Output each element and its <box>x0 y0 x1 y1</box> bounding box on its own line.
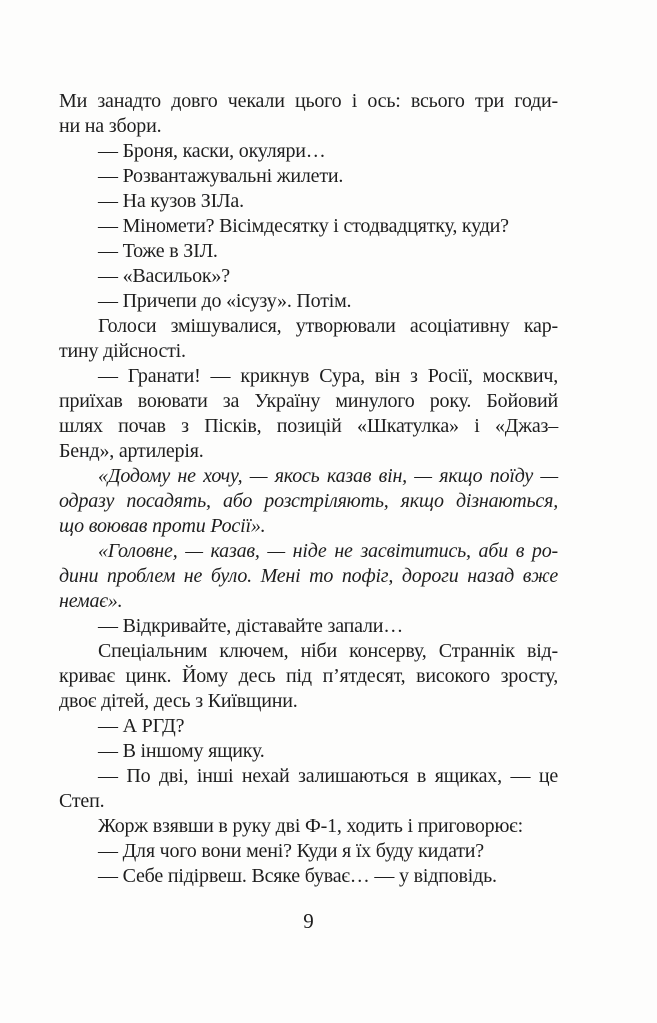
text-line: ни на збори. <box>59 115 162 137</box>
text-line: — Гранати! — крикнув Сура, він з Росії, москвич, <box>98 365 558 387</box>
text-line: — Міномети? Вісімдесятку і стодвадцятку, куди? <box>98 215 509 237</box>
text-line: — «Васильок»? <box>98 265 230 287</box>
text-line: — Відкривайте, діставайте запали… <box>98 615 404 637</box>
text-line: Бенд», артилерія. <box>59 440 204 462</box>
text-line: — По дві, інші нехай залишаються в ящиках, — це <box>98 765 558 787</box>
text-line: Спеціальним ключем, ніби консерву, Страннік від- <box>98 640 558 662</box>
text-line: — Себе підірвеш. Всяке буває… — у відповідь. <box>98 865 497 887</box>
text-line: — Тоже в ЗІЛ. <box>98 240 218 262</box>
text-line: шлях почав з Пісків, позицій «Шкатулка» і «Джаз– <box>59 415 558 437</box>
text-line: одразу посадять, або розстріляють, якщо дізнаються, <box>59 490 558 512</box>
text-line: — В іншому ящику. <box>98 740 265 762</box>
text-line: криває цинк. Йому десь під п’ятдесят, високого зросту, <box>59 665 558 687</box>
text-line: — Розвантажувальні жилети. <box>98 165 344 187</box>
text-line: що воював проти Росії». <box>59 515 266 537</box>
text-line: — Для чого вони мені? Куди я їх буду кидати? <box>98 840 484 862</box>
text-line: дини проблем не було. Мені то пофіг, дороги назад вже <box>59 565 558 587</box>
text-line: Жорж взявши в руку дві Ф-1, ходить і приговорює: <box>98 815 523 837</box>
text-line: — Броня, каски, окуляри… <box>98 140 326 162</box>
text-line: «Додому не хочу, — якось казав він, — якщо поїду — <box>98 465 558 487</box>
text-line: Степ. <box>59 790 105 812</box>
text-line: — Причепи до «ісузу». Потім. <box>98 290 352 312</box>
page-number: 9 <box>303 909 314 933</box>
text-line: «Головне, — казав, — ніде не засвітитись, аби в ро- <box>98 540 558 562</box>
text-line: — На кузов ЗІЛа. <box>98 190 244 212</box>
text-line: приїхав воювати за Україну минулого року. Бойовий <box>59 390 558 412</box>
text-line: немає». <box>59 590 123 612</box>
text-line: Голоси змішувалися, утворювали асоціативну кар- <box>98 315 558 337</box>
text-line: — А РГД? <box>98 715 185 737</box>
text-line: Ми занадто довго чекали цього і ось: всього три годи- <box>59 90 558 112</box>
text-line: двоє дітей, десь з Київщини. <box>59 690 298 712</box>
page-text <box>59 89 558 889</box>
text-line: тину дійсності. <box>59 340 186 362</box>
